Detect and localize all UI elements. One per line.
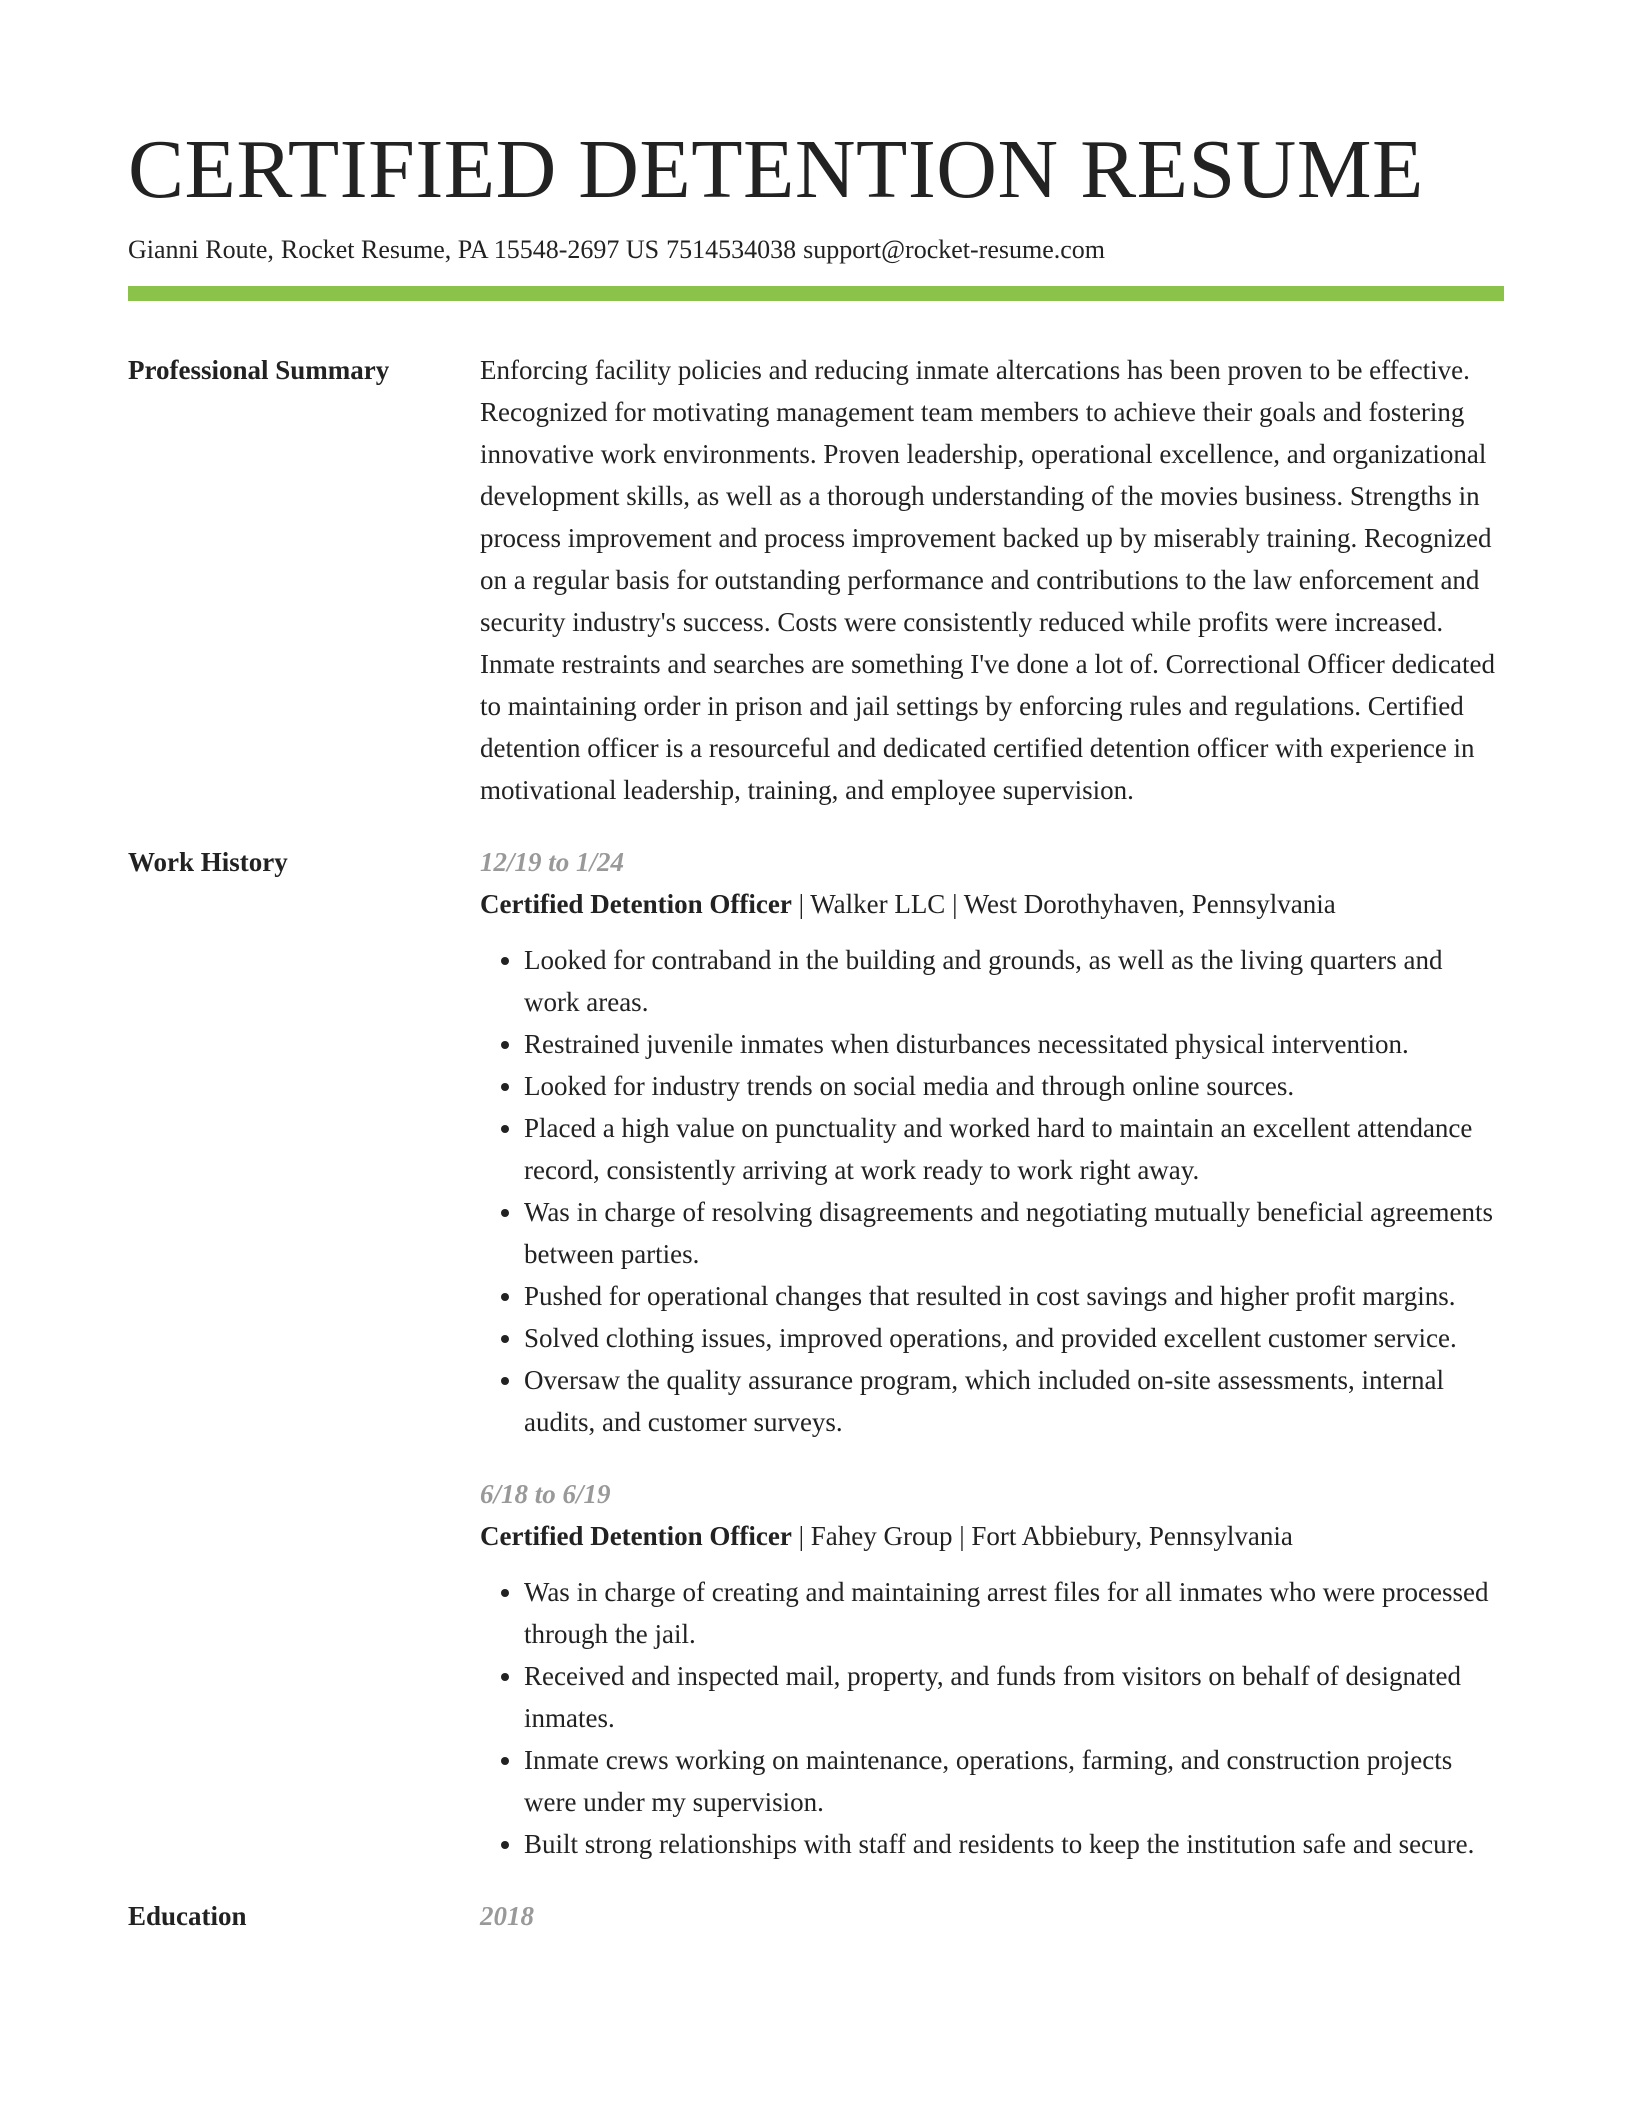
job-bullet: • Built strong relationships with staff and residents to keep the institution safe and secure. xyxy=(524,1823,1504,1865)
job-bullet: • Was in charge of resolving disagreements and negotiating mutually beneficial agreements between parties. xyxy=(524,1191,1504,1275)
contact-name: Gianni Route, xyxy=(128,235,274,264)
work-history-section xyxy=(128,841,1504,1865)
education-label: Education xyxy=(128,1901,247,1931)
job-bullet: • Oversaw the quality assurance program, which included on-site assessments, internal audits, and customer surveys. xyxy=(524,1359,1504,1443)
resume-title: CERTIFIED DETENTION RESUME xyxy=(128,123,1424,216)
education-section xyxy=(128,1895,1504,1937)
work-history-body xyxy=(480,841,1504,1865)
job-bullet: • Was in charge of creating and maintaining arrest files for all inmates who were processed through the jail. xyxy=(524,1571,1504,1655)
summary-label: Professional Summary xyxy=(128,355,390,385)
job-bullet-list xyxy=(480,939,1504,1443)
job-dates: 6/18 to 6/19 xyxy=(480,1479,611,1509)
job-bullet: • Restrained juvenile inmates when disturbances necessitated physical intervention. xyxy=(524,1023,1504,1065)
summary-text: Enforcing facility policies and reducing inmate altercations has been proven to be effective. Recognized for motivating management team members to achieve their goals and fostering innovative work environments. Proven leadership, operational excellence, and organizational development skills, as well as a thorough understanding of the movies business. Strengths in process improvement and process improvement backed up by miserably training. Recognized on a regular basis for outstanding performance and contributions to the law enforcement and security industry's success. Costs were consistently reduced while profits were increased. Inmate restraints and searches are something I've done a lot of. Correctional Officer dedicated to maintaining order in prison and jail settings by enforcing rules and regulations. Certified detention officer is a resourceful and dedicated certified detention officer with experience in motivational leadership, training, and employee supervision. xyxy=(480,355,1495,805)
job-entry xyxy=(480,1473,1504,1865)
job-entry xyxy=(480,841,1504,1443)
contact-email: support@rocket-resume.com xyxy=(803,235,1106,264)
job-bullet-list xyxy=(480,1571,1504,1865)
job-bullet: • Looked for industry trends on social media and through online sources. xyxy=(524,1065,1504,1107)
job-bullet: • Inmate crews working on maintenance, operations, farming, and construction projects were under my supervision. xyxy=(524,1739,1504,1823)
job-heading xyxy=(480,883,1504,925)
job-title: Certified Detention Officer xyxy=(480,889,792,919)
job-bullet: • Pushed for operational changes that resulted in cost savings and higher profit margins. xyxy=(524,1275,1504,1317)
job-title: Certified Detention Officer xyxy=(480,1521,792,1551)
job-bullet: • Looked for contraband in the building and grounds, as well as the living quarters and work areas. xyxy=(524,939,1504,1023)
job-bullet: • Placed a high value on punctuality and worked hard to maintain an excellent attendance record, consistently arriving at work ready to work right away. xyxy=(524,1107,1504,1191)
job-company-line: | Fahey Group | Fort Abbiebury, Pennsylvania xyxy=(791,1521,1293,1551)
job-company-line: | Walker LLC | West Dorothyhaven, Pennsylvania xyxy=(791,889,1336,919)
education-body xyxy=(480,1895,1504,1937)
summary-section xyxy=(128,349,1504,811)
contact-line xyxy=(128,232,1504,268)
contact-address: Rocket Resume, PA 15548-2697 US xyxy=(280,235,660,264)
job-dates: 12/19 to 1/24 xyxy=(480,847,625,877)
header-divider xyxy=(128,286,1504,301)
summary-body xyxy=(480,349,1504,811)
education-dates: 2018 xyxy=(480,1901,534,1931)
work-history-label: Work History xyxy=(128,847,288,877)
job-bullet: • Received and inspected mail, property, and funds from visitors on behalf of designated inmates. xyxy=(524,1655,1504,1739)
resume-page xyxy=(128,120,1504,1937)
contact-phone: 7514534038 xyxy=(666,235,797,264)
job-bullet: • Solved clothing issues, improved operations, and provided excellent customer service. xyxy=(524,1317,1504,1359)
job-heading xyxy=(480,1515,1504,1557)
